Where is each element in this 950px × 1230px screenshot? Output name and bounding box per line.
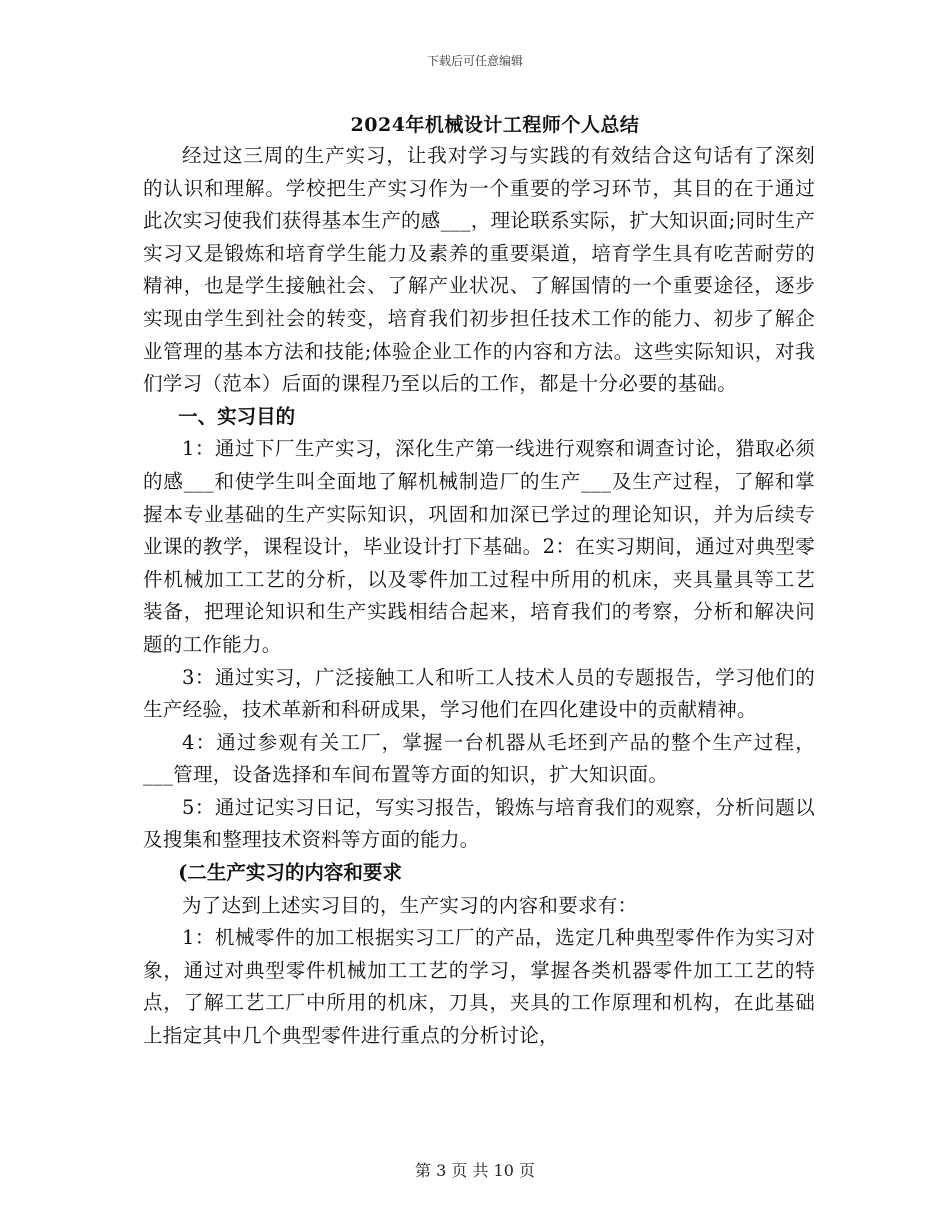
paragraph-intro: 经过这三周的生产实习，让我对学习与实践的有效结合这句话有了深刻的认识和理解。学校把生产实习作为一个重要的学习环节，其目的在于通过此次实习使我们获得基本生产的感___，理论联系实际，扩大知识面;同时生产实习又是锻炼和培育学生能力及素养的重要渠道，培育学生具有吃苦耐劳的精神，也是学生接触社会、了解产业状况、了解国情的一个重要途径，逐步实现由学生到社会的转变，培育我们初步担任技术工作的能力、初步了解企业管理的基本方法和技能;体验企业工作的内容和方法。这些实际知识，对我们学习（范本）后面的课程乃至以后的工作，都是十分必要的基础。: [143, 144, 815, 396]
page-header-note: 下载后可任意编辑: [426, 54, 523, 68]
paragraph-purpose-3: 3：通过实习，广泛接触工人和听工人技术人员的专题报告，学习他们的生产经验，技术革新和科研成果，学习他们在四化建设中的贡献精神。: [143, 665, 815, 722]
paragraph-purpose-4: 4：通过参观有关工厂，掌握一台机器从毛坯到产品的整个生产过程，___管理，设备选择和车间布置等方面的知识，扩大知识面。: [143, 730, 815, 787]
paragraph-content-intro: 为了达到上述实习目的，生产实习的内容和要求有：: [182, 893, 638, 917]
document-title: 2024年机械设计工程师个人总结: [350, 114, 640, 136]
section-heading-content: (二生产实习的内容和要求: [178, 861, 402, 885]
paragraph-purpose-1-2: 1：通过下厂生产实习，深化生产第一线进行观察和调查讨论，猎取必须的感___和使学生叫全面地了解机械制造厂的生产___及生产过程，了解和掌握本专业基础的生产实际知识，巩固和加深已学过的理论知识，并为后续专业课的教学，课程设计，毕业设计打下基础。2：在实习期间，通过对典型零件机械加工工艺的分析，以及零件加工过程中所用的机床，夹具量具等工艺装备，把理论知识和生产实践相结合起来，培育我们的考察，分析和解决问题的工作能力。: [143, 437, 815, 656]
document-body: [143, 140, 815, 1053]
paragraph-content-1: 1：机械零件的加工根据实习工厂的产品，选定几种典型零件作为实习对象，通过对典型零件机械加工工艺的学习，掌握各类机器零件加工工艺的特点，了解工艺工厂中所用的机床，刀具，夹具的工作原理和机构，在此基础上指定其中几个典型零件进行重点的分析讨论，: [143, 926, 815, 1048]
paragraph-purpose-5: 5：通过记实习日记，写实习报告，锻炼与培育我们的观察，分析问题以及搜集和整理技术资料等方面的能力。: [143, 795, 815, 852]
page-number: 第 3 页 共 10 页: [415, 1161, 535, 1180]
section-heading-purpose: 一、实习目的: [178, 404, 296, 428]
